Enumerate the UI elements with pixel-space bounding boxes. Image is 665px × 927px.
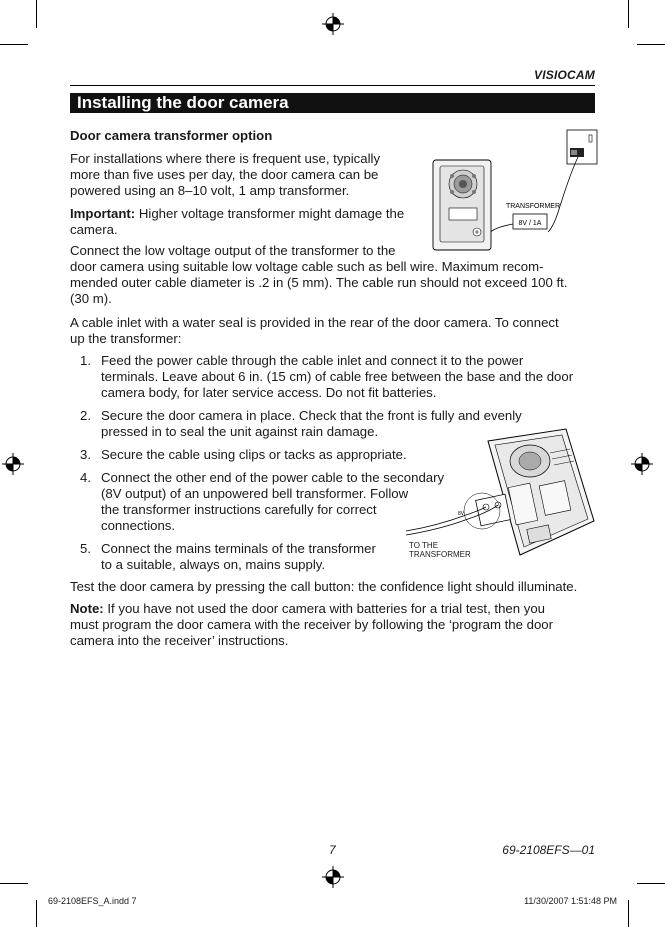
step-line: Connect the mains terminals of the transformer — [101, 541, 376, 556]
section-title-bar — [70, 93, 595, 113]
step-line: (8V output) of an unpowered bell transformer. Follow — [101, 486, 409, 501]
step-number: 4. — [80, 470, 91, 485]
connect-line: (30 m). — [70, 291, 112, 306]
note-label: Note: — [70, 601, 104, 616]
step-line: to a suitable, always on, mains supply. — [101, 557, 326, 572]
registration-mark-left — [2, 453, 24, 475]
page-number: 7 — [329, 843, 336, 857]
note-text-cont: camera into the receiver’ instructions. — [70, 633, 289, 648]
connect-line: Connect the low voltage output of the transformer to the — [70, 243, 396, 258]
slug-timestamp: 11/30/2007 1:51:48 PM — [524, 896, 617, 906]
registration-mark-right — [631, 453, 653, 475]
inlet-line: up the transformer: — [70, 331, 182, 346]
step-line: Connect the other end of the power cable to the secondary — [101, 470, 445, 485]
inlet-paragraph — [70, 315, 559, 347]
step-line: the transformer instructions carefully for correct — [101, 502, 377, 517]
step-number: 2. — [80, 408, 91, 423]
rating-label: 8V / 1A — [518, 220, 542, 227]
terminal-label: 8V — [458, 511, 465, 517]
important-text-cont: camera. — [70, 222, 118, 237]
important-text: Higher voltage transformer might damage the — [135, 206, 405, 221]
connect-paragraph — [70, 243, 568, 307]
document-number: 69-2108EFS—01 — [502, 843, 595, 857]
transformer-label: TRANSFORMER — [505, 203, 561, 210]
note-paragraph — [70, 601, 553, 649]
step-number: 1. — [80, 353, 91, 368]
transformer-wiring-illustration — [430, 128, 600, 252]
figure-caption — [409, 541, 471, 559]
section-title: Installing the door camera — [77, 93, 289, 112]
note-text: If you have not used the door camera with batteries for a trial test, then you — [103, 601, 545, 616]
note-text-cont: must program the door camera with the receiver by following the ‘program the door — [70, 617, 554, 632]
inlet-line: A cable inlet with a water seal is provided in the rear of the door camera. To connect — [70, 315, 559, 330]
test-paragraph: Test the door camera by pressing the call button: the confidence light should illuminate. — [70, 579, 578, 594]
step-number: 5. — [80, 541, 91, 556]
registration-mark-bottom — [322, 866, 344, 888]
caption-line: TO THE — [409, 541, 439, 550]
step-line: terminals. Leave about 6 in. (15 cm) of cable free between the base and the door — [101, 369, 574, 384]
step-line: camera body, for later service access. Do not fit batteries. — [101, 385, 437, 400]
step-line: pressed in to seal the unit against rain damage. — [101, 424, 379, 439]
step-line: Secure the cable using clips or tacks as appropriate. — [101, 447, 407, 462]
step-number: 3. — [80, 447, 91, 462]
slug-filename: 69-2108EFS_A.indd 7 — [48, 896, 137, 906]
step-line: Feed the power cable through the cable inlet and connect it to the power — [101, 353, 524, 368]
registration-mark-top — [322, 13, 344, 35]
header-rule — [70, 85, 595, 86]
connect-line: mended outer cable diameter is .2 in (5 mm). The cable run should not exceed 100 ft. — [70, 275, 568, 290]
brand-name: VISIOCAM — [534, 68, 595, 82]
step-line: Secure the door camera in place. Check that the front is fully and evenly — [101, 408, 522, 423]
intro-line: more than five uses per day, the door camera can be — [70, 167, 379, 182]
intro-paragraph — [70, 151, 380, 199]
important-label: Important: — [70, 206, 136, 221]
caption-line: TRANSFORMER — [409, 550, 471, 559]
subheading: Door camera transformer option — [70, 128, 273, 143]
intro-line: powered using an 8–10 volt, 1 amp transformer. — [70, 183, 350, 198]
step-line: connections. — [101, 518, 176, 533]
important-paragraph — [70, 206, 404, 238]
intro-line: For installations where there is frequent use, typically — [70, 151, 381, 166]
connect-line: door camera using suitable low voltage cable such as bell wire. Maximum recom- — [70, 259, 544, 274]
